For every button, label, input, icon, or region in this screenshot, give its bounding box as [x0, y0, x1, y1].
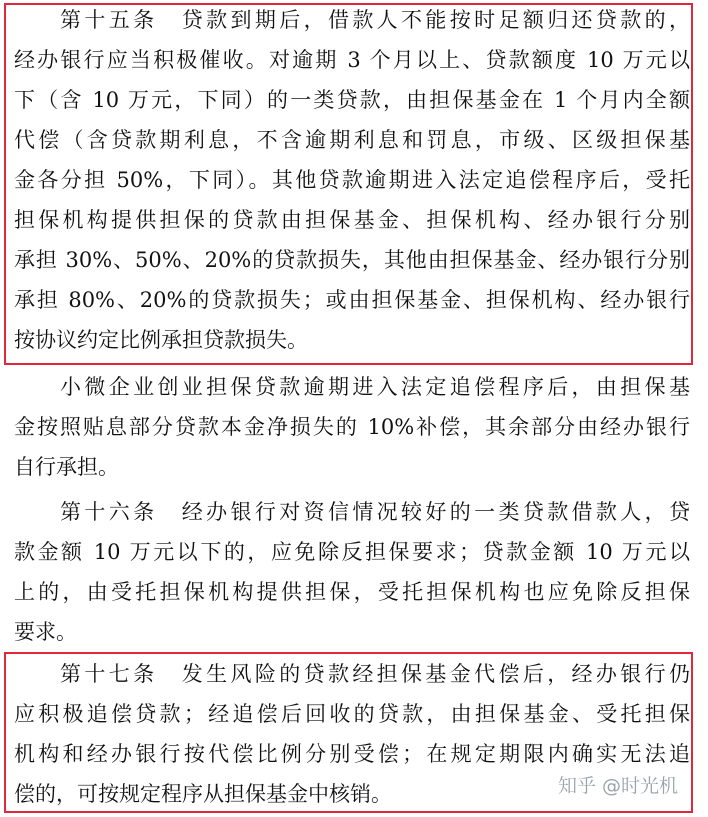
article-17-line-1: 第十七条 发生风险的贷款经担保基金代偿后，经办银行仍	[60, 662, 690, 686]
article-16-line-4: 要求。	[14, 620, 77, 644]
article-15-line-9: 按协议约定比例承担贷款损失。	[14, 328, 308, 352]
article-17-line-2: 应积极追偿贷款；经追偿后回收的贷款，由担保基金、受托担保	[14, 702, 690, 726]
article-16-line-3: 上的，由受托担保机构提供担保，受托担保机构也应免除反担保	[14, 580, 690, 604]
article-15-line-5: 金各分担 50%，下同）。其他贷款逾期进入法定追偿程序后，受托	[14, 168, 690, 192]
micro-line-3: 自行承担。	[14, 455, 119, 479]
micro-line-2: 金按照贴息部分贷款本金净损失的 10%补偿，其余部分由经办银行	[14, 415, 690, 439]
zhihu-watermark: 知乎 @时光机	[558, 775, 679, 797]
article-15-line-8: 承担 80%、20%的贷款损失；或由担保基金、担保机构、经办银行	[14, 288, 690, 312]
article-16-line-1: 第十六条 经办银行对资信情况较好的一类贷款借款人，贷	[60, 500, 690, 524]
article-17-line-3: 机构和经办银行按代偿比例分别受偿；在规定期限内确实无法追	[14, 742, 690, 766]
micro-line-1: 小微企业创业担保贷款逾期进入法定追偿程序后，由担保基	[60, 375, 690, 399]
article-16-line-2: 款金额 10 万元以下的，应免除反担保要求；贷款金额 10 万元以	[14, 540, 690, 564]
article-15-line-7: 承担 30%、50%、20%的贷款损失，其他由担保基金、经办银行分别	[14, 248, 690, 272]
article-15-line-2: 经办银行应当积极催收。对逾期 3 个月以上、贷款额度 10 万元以	[14, 48, 690, 72]
article-15-line-3: 下（含 10 万元，下同）的一类贷款，由担保基金在 1 个月内全额	[14, 88, 690, 112]
article-17-line-4: 偿的，可按规定程序从担保基金中核销。	[14, 782, 392, 806]
article-15-line-1: 第十五条 贷款到期后，借款人不能按时足额归还贷款的，	[60, 8, 690, 32]
article-15-line-6: 担保机构提供担保的贷款由担保基金、担保机构、经办银行分别	[14, 208, 690, 232]
article-15-line-4: 代偿（含贷款期利息，不含逾期利息和罚息，市级、区级担保基	[14, 128, 690, 152]
